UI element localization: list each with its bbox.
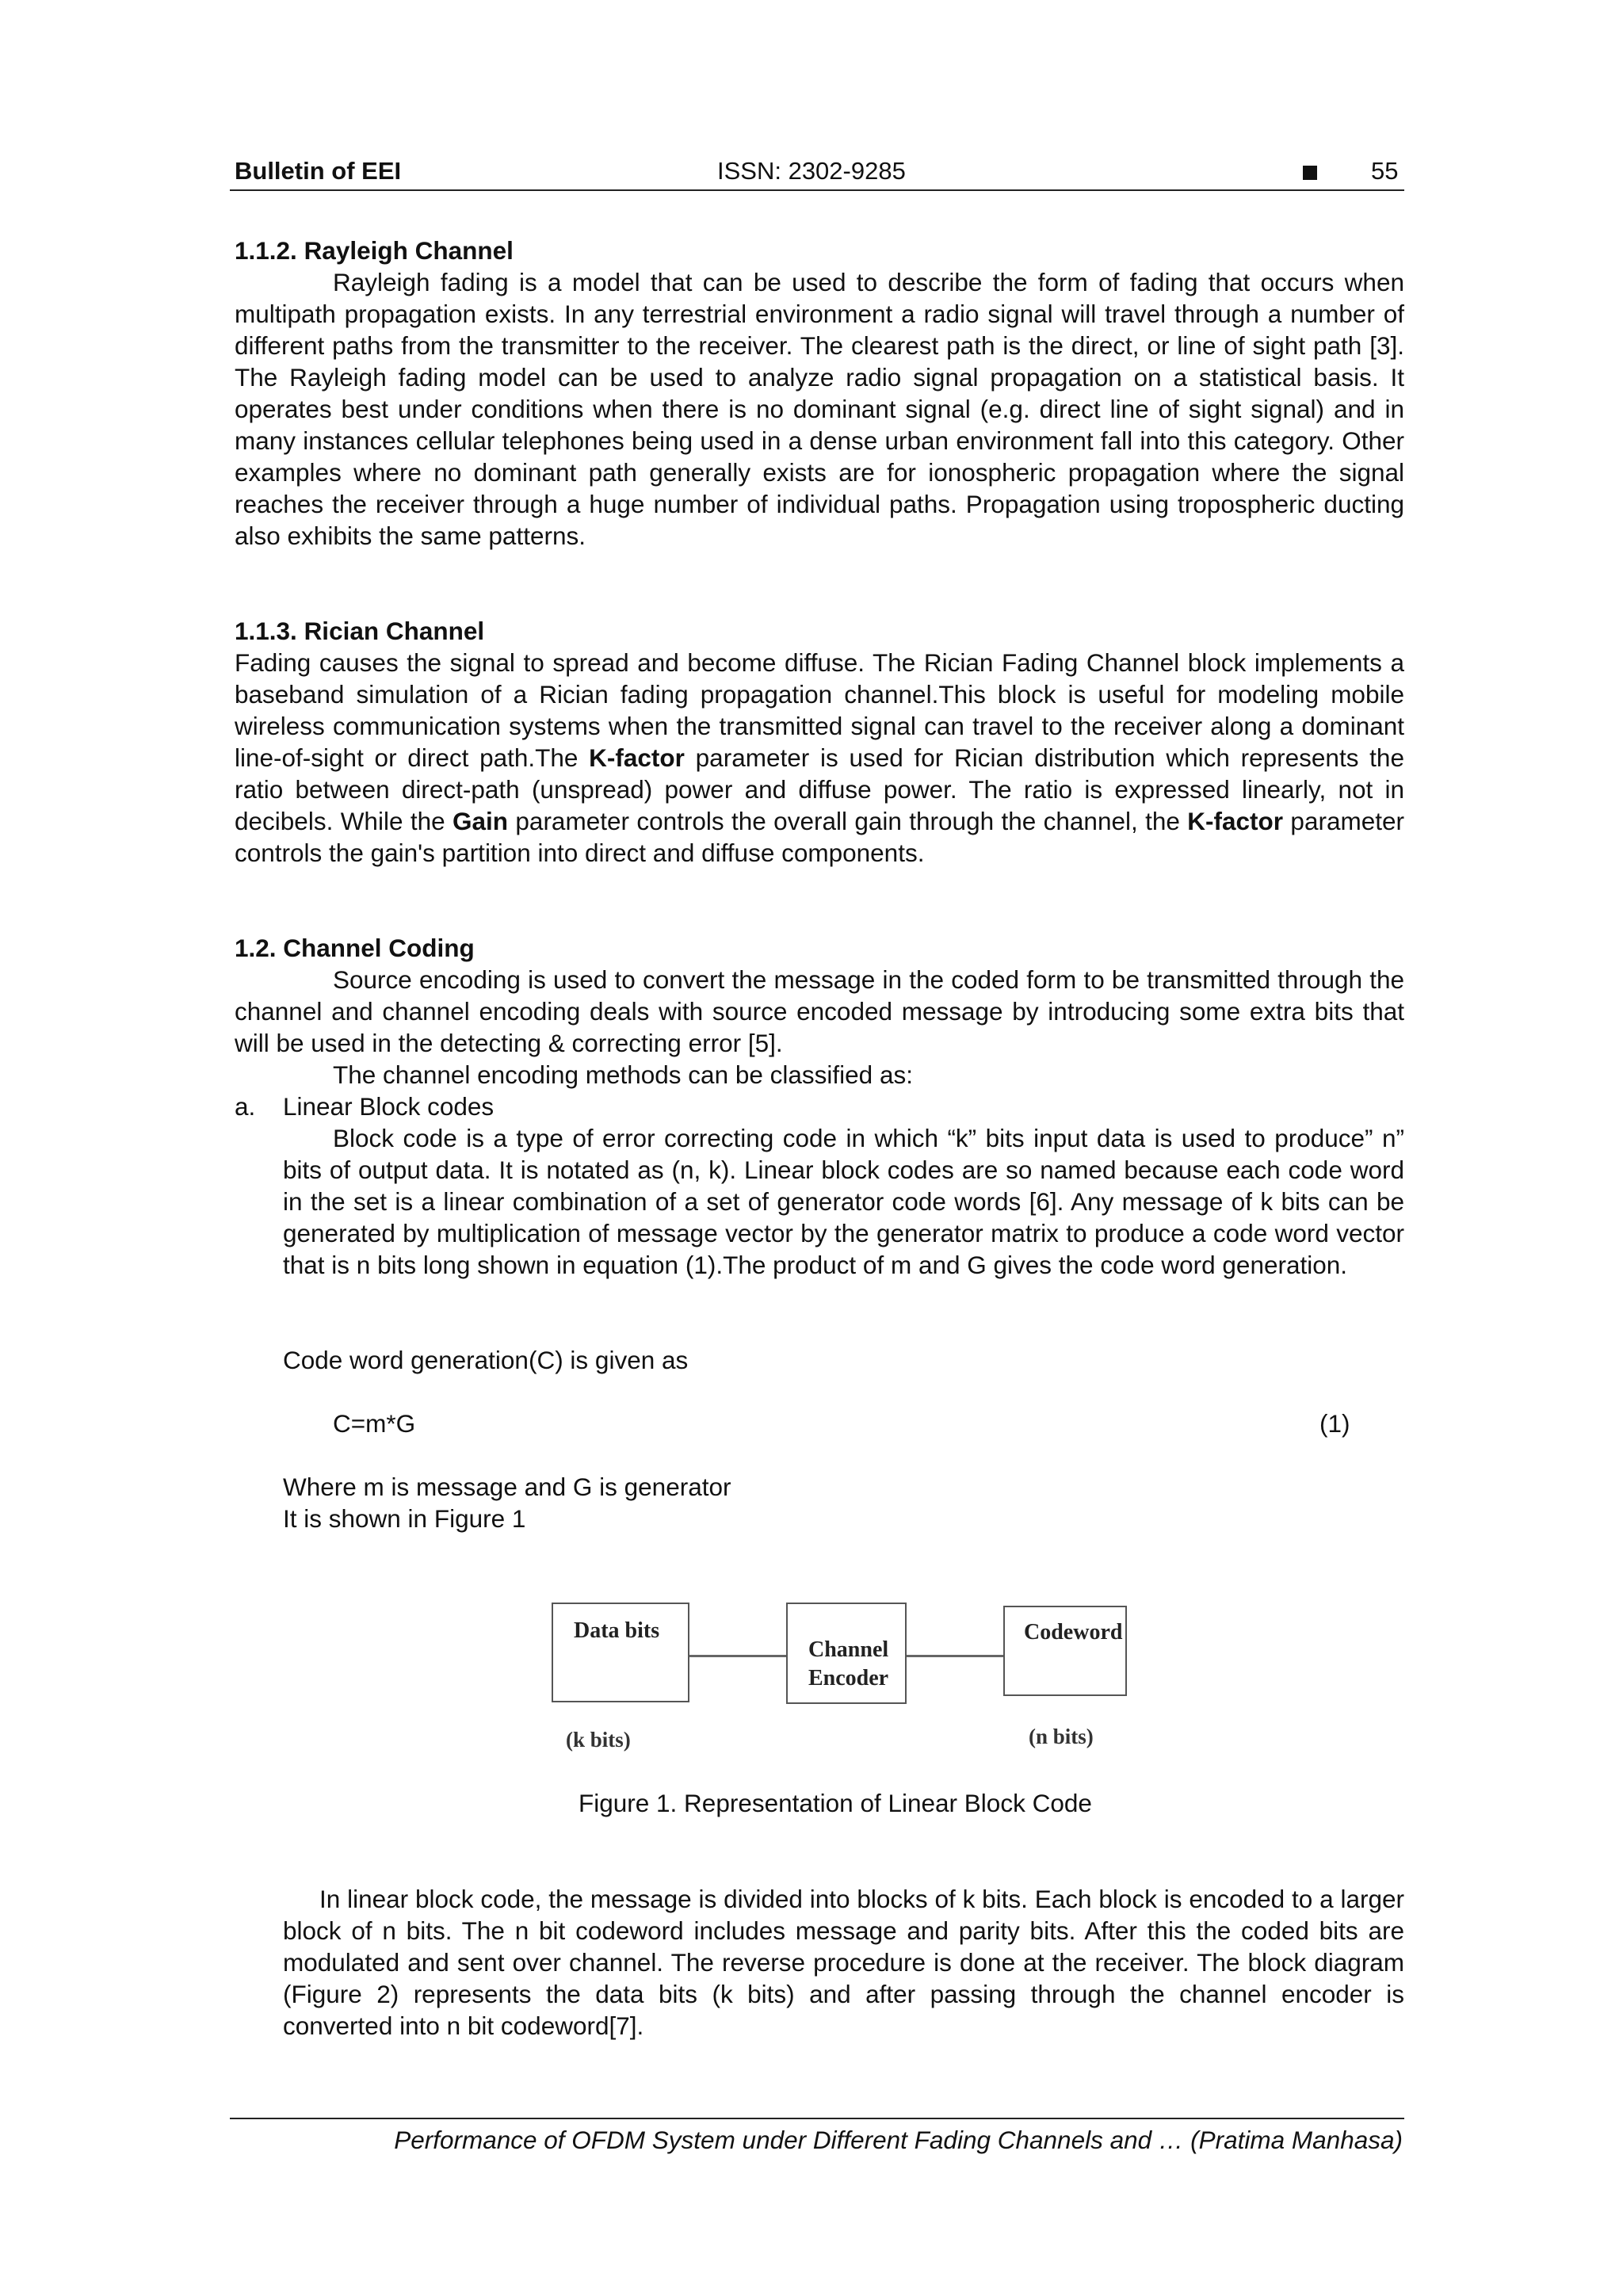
figure-caption: Figure 1. Representation of Linear Block Code xyxy=(579,1789,1092,1817)
connector-line xyxy=(907,1655,1003,1657)
rician-text-2: parameter is used for Rician distribution which represents the ratio between direct-path (unspread) power and diffuse power. The ratio is expressed linearly, not in decibels. While the xyxy=(235,743,1404,835)
gain-term: Gain xyxy=(453,807,509,835)
issn: ISSN: 2302-9285 xyxy=(717,157,906,185)
codeword-label: Codeword xyxy=(1024,1620,1123,1645)
encoder-label-line1: Channel xyxy=(808,1637,889,1662)
footer-rule xyxy=(230,2118,1404,2119)
codeword-box xyxy=(1003,1606,1127,1696)
list-marker: a. xyxy=(235,1092,256,1121)
k-bits-label: (k bits) xyxy=(566,1728,631,1752)
channel-encoder-box xyxy=(786,1603,907,1704)
running-footer: Performance of OFDM System under Different Fading Channels and … (Pratima Manhasa) xyxy=(394,2126,1403,2154)
codeword-intro: Code word generation(C) is given as xyxy=(283,1346,689,1374)
section-heading-rician: 1.1.3. Rician Channel xyxy=(235,617,485,645)
data-bits-label: Data bits xyxy=(574,1618,660,1643)
rician-text-3: parameter controls the overall gain through the channel, the xyxy=(508,807,1188,835)
n-bits-label: (n bits) xyxy=(1029,1725,1094,1748)
section-heading-channel-coding: 1.2. Channel Coding xyxy=(235,934,475,962)
closing-paragraph: In linear block code, the message is divided into blocks of k bits. Each block is encoded to a larger block of n bits. The n bit codeword includes message and parity bits. After this the coded bits are modulated and sent over channel. The reverse procedure is done at the receiver. The block diagram (Figure 2) represents the data bits (k bits) and after passing through the channel encoder is converted into n bit codeword[7]. xyxy=(283,1885,1404,2040)
encoder-label-line2: Encoder xyxy=(808,1666,889,1690)
rayleigh-paragraph: Rayleigh fading is a model that can be used to describe the form of fading that occurs when multipath propagation exists. In any terrestrial environment a radio signal will travel through a number of different paths from the transmitter to the receiver. The clearest path is the direct, or line of sight path [3]. The Rayleigh fading model can be used to analyze radio signal propagation on a statistical basis. It operates best under conditions when there is no dominant signal (e.g. direct line of sight signal) and in many instances cellular telephones being used in a dense urban environment fall into this category. Other examples where no dominant path generally exists are for ionospheric propagation where the signal reaches the receiver through a huge number of individual paths. Propagation using tropospheric ducting also exhibits the same patterns. xyxy=(235,268,1404,550)
classify-line: The channel encoding methods can be classified as: xyxy=(333,1060,913,1089)
section-heading-rayleigh: 1.1.2. Rayleigh Channel xyxy=(235,236,514,265)
equation: C=m*G xyxy=(333,1409,416,1438)
journal-name: Bulletin of EEI xyxy=(235,157,402,185)
kfactor-term-2: K-factor xyxy=(1187,807,1284,835)
page-number: 55 xyxy=(1371,157,1399,185)
figure-linear-block-code xyxy=(547,1593,1133,1775)
rician-paragraph xyxy=(235,647,1404,869)
square-bullet-icon xyxy=(1303,166,1317,180)
rician-text-1: Fading causes the signal to spread and become diffuse. The Rician Fading Channel block implements a baseband simulation of a Rician fading propagation channel.This block is useful for modeling mobile wireless communication systems when the transmitted signal can travel to the receiver along a dominant line-of-sight or direct path.The xyxy=(235,648,1404,772)
list-item-linear-block-codes: Linear Block codes xyxy=(283,1092,495,1121)
kfactor-term-1: K-factor xyxy=(589,743,685,772)
channel-coding-paragraph: Source encoding is used to convert the message in the coded form to be transmitted through the channel and channel encoding deals with source encoded message by introducing some extra bits that will be used in the detecting & correcting error [5]. xyxy=(235,965,1404,1057)
header-rule xyxy=(230,189,1404,191)
equation-number: (1) xyxy=(1319,1409,1350,1438)
block-code-paragraph: Block code is a type of error correcting code in which “k” bits input data is used to produce” n” bits of output data. It is notated as (n, k). Linear block codes are so named because each code word in the set is a linear combination of a set of generator code words [6]. Any message of k bits can be generated by multiplication of message vector by the generator matrix to produce a code word vector that is n bits long shown in equation (1).The product of m and G gives the code word generation. xyxy=(283,1124,1404,1279)
data-bits-box xyxy=(552,1603,689,1702)
where-line: Where m is message and G is generator xyxy=(283,1473,731,1501)
figure-reference-line: It is shown in Figure 1 xyxy=(283,1504,526,1533)
rician-text-4: parameter controls the gain's partition into direct and diffuse components. xyxy=(235,807,1405,867)
connector-line xyxy=(689,1655,786,1657)
